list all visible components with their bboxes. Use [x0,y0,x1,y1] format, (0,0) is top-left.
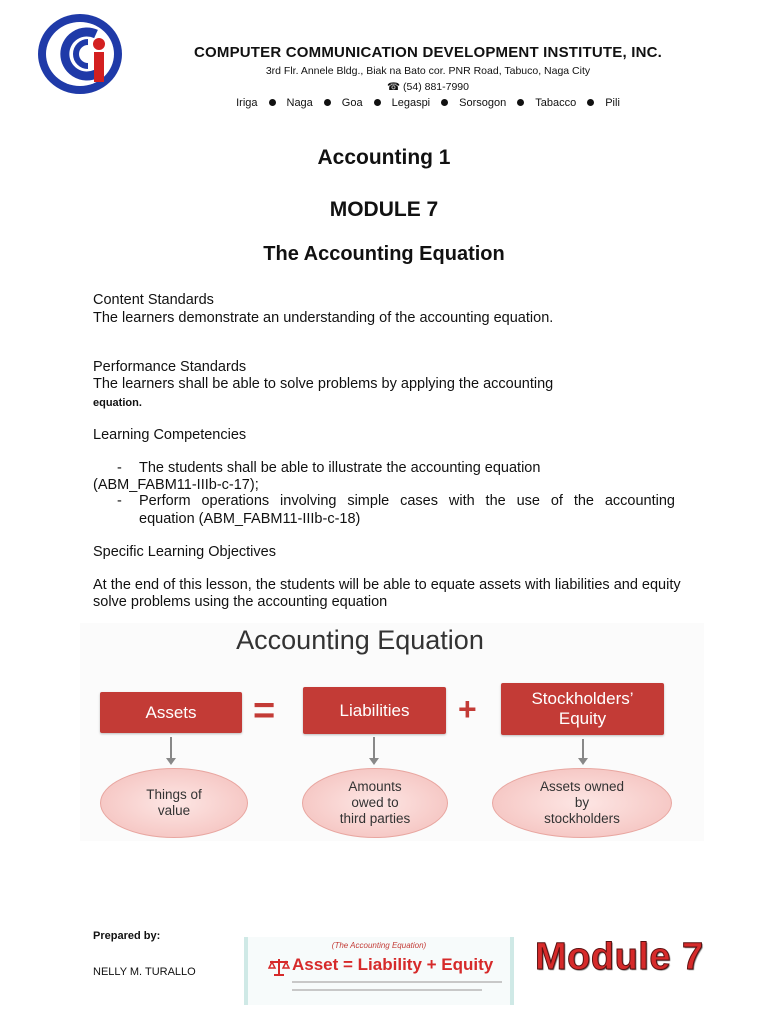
bullet-icon [441,99,448,106]
down-arrow-icon [582,739,584,759]
performance-standards-continuation: equation. [93,397,142,409]
branch-item: Naga [286,97,313,109]
description-line: Assets owned [539,779,625,794]
liabilities-description [302,768,448,838]
competency-item [93,493,675,510]
description-line: by [574,795,590,810]
objectives-text: At the end of this lesson, the students will be able to equate assets with liabilities and equity solve problems using the accounting equation [93,577,681,610]
performance-standards-heading: Performance Standards [93,359,247,375]
branch-item: Goa [341,97,363,109]
bullet-icon [587,99,594,106]
branch-item: Sorsogon [459,97,507,109]
content-standards-text: The learners demonstrate an understanding of the accounting equation. [93,310,554,326]
branch-list [140,97,716,109]
objectives-heading: Specific Learning Objectives [93,544,276,560]
performance-standards-text: The learners shall be able to solve problems by applying the accounting [93,376,554,392]
equity-description [492,768,672,838]
phone-icon: ☎ [387,81,404,93]
bullet-icon [517,99,524,106]
author-name: NELLY M. TURALLO [93,966,196,978]
description-line: Things of [146,787,202,802]
branch-item: Tabacco [535,97,577,109]
competency-text: Perform operations involving simple cases with the use of the accounting [139,493,675,509]
content-standards-heading: Content Standards [93,292,214,308]
description-line: value [157,803,191,818]
assets-box: Assets [100,692,242,733]
accounting-equation-diagram [80,623,704,841]
phone-number: (54) 881-7990 [403,81,469,93]
banner-fine-print-line [292,981,502,983]
liabilities-box: Liabilities [303,687,446,734]
bullet-icon [374,99,381,106]
dash-marker: - [117,460,122,476]
balance-scale-icon [268,957,290,977]
module-title: MODULE 7 [329,198,439,221]
institute-name: COMPUTER COMMUNICATION DEVELOPMENT INSTITUTE, INC. [193,44,663,61]
prepared-by-label: Prepared by: [93,930,161,942]
dash-marker: - [117,493,122,509]
banner-fine-print-line [292,989,482,991]
competency-continuation: (ABM_FABM11-IIIb-c-17); [93,477,259,493]
competency-continuation: equation (ABM_FABM11-IIIb-c-18) [139,511,361,527]
course-title: Accounting 1 [317,146,451,169]
description-line: Amounts [348,779,402,794]
learning-competencies-heading: Learning Competencies [93,427,247,443]
branch-item: Pili [605,97,620,109]
diagram-title: Accounting Equation [236,625,484,655]
competency-text: The students shall be able to illustrate the accounting equation [139,460,541,476]
institute-address: 3rd Flr. Annele Bldg., Biak na Bato cor. PNR Road, Tabuco, Naga City [265,65,591,77]
module-badge: Module 7 [535,936,704,978]
down-arrow-icon [170,737,172,759]
equity-label-line: Stockholders’ [531,689,634,708]
bullet-icon [269,99,276,106]
description-line: owed to [351,795,399,810]
competency-item [93,460,675,477]
topic-title: The Accounting Equation [263,243,505,265]
description-line: stockholders [544,811,620,826]
branch-item: Legaspi [391,97,431,109]
equity-label-line: Equity [558,709,607,728]
equation-banner [244,937,514,1005]
assets-description [100,768,248,838]
equals-sign: = [253,690,276,732]
branch-item: Iriga [236,97,258,109]
institute-phone [140,81,716,93]
institute-logo [36,12,126,96]
banner-equation: Asset = Liability + Equity [292,955,494,974]
equity-box [501,683,664,735]
bullet-icon [324,99,331,106]
description-line: third parties [339,811,411,826]
banner-subtitle: (The Accounting Equation) [331,941,427,950]
plus-sign: + [458,691,477,727]
down-arrow-icon [373,737,375,759]
